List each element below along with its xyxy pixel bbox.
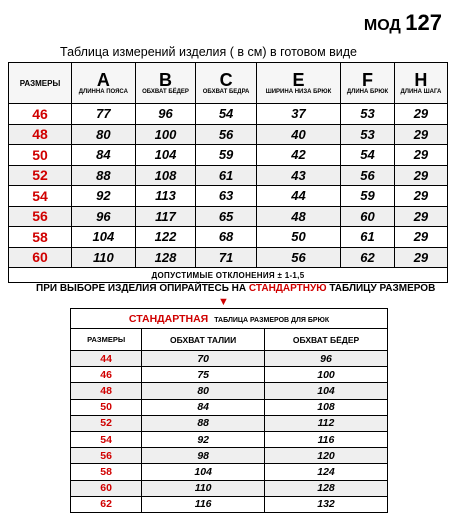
column-header-f [341,63,395,104]
value-cell: 128 [135,247,196,268]
value-cell: 68 [196,227,256,248]
standard-title-row [71,309,388,329]
value-cell: 29 [394,186,447,207]
value-cell: 110 [72,247,136,268]
table-row [71,383,388,399]
value-cell: 117 [135,206,196,227]
size-cell: 56 [71,448,142,464]
value-cell: 124 [265,464,388,480]
size-cell: 48 [71,383,142,399]
column-label: ШИРИНА НИЗА БРЮК [265,88,332,95]
model-prefix: МОД [363,17,401,34]
size-cell: 56 [9,206,72,227]
value-cell: 53 [341,104,395,125]
value-cell: 29 [394,124,447,145]
table-row [9,124,448,145]
value-cell: 59 [341,186,395,207]
column-letter: E [292,69,305,90]
size-cell: 46 [71,367,142,383]
hips-header: ОБХВАТ БЁДЕР [265,329,388,351]
column-header-c [196,63,256,104]
table-row [9,206,448,227]
value-cell: 116 [142,496,265,512]
table-row [9,247,448,268]
value-cell: 96 [265,351,388,367]
notice-highlight: СТАНДАРТНУЮ [248,283,327,294]
value-cell: 40 [256,124,340,145]
value-cell: 71 [196,247,256,268]
size-cell: 58 [71,464,142,480]
standard-size-table [70,308,388,513]
column-label: ОБХВАТ БЕДРА [202,88,250,95]
measurements-body [9,104,448,268]
value-cell: 29 [394,104,447,125]
value-cell: 70 [142,351,265,367]
size-cell: 44 [71,351,142,367]
tolerance-row [9,268,448,283]
value-cell: 44 [256,186,340,207]
value-cell: 37 [256,104,340,125]
standard-title-highlight: СТАНДАРТНАЯ [128,312,209,325]
table-row [71,415,388,431]
arrow-down-icon: ▼ [218,296,229,308]
size-cell: 54 [71,431,142,447]
value-cell: 43 [256,165,340,186]
value-cell: 88 [142,415,265,431]
value-cell: 84 [72,145,136,166]
table-row [71,431,388,447]
column-header-e [256,63,340,104]
table-row [71,399,388,415]
column-letter: F [362,69,374,90]
column-header-h [394,63,447,104]
value-cell: 61 [341,227,395,248]
size-cell: 52 [71,415,142,431]
standard-table-title [71,309,388,329]
tolerance-note: ДОПУСТИМЫЕ ОТКЛОНЕНИЯ ± 1-1,5 [9,268,448,283]
column-label: ОБХВАТ БЁДЕР [142,88,189,95]
standard-table-notice [36,283,435,294]
value-cell: 80 [142,383,265,399]
value-cell: 60 [341,206,395,227]
column-letter: H [414,69,428,90]
waist-header: ОБХВАТ ТАЛИИ [142,329,265,351]
value-cell: 29 [394,145,447,166]
table-row [9,104,448,125]
size-cell: 46 [9,104,72,125]
value-cell: 29 [394,206,447,227]
standard-body [71,351,388,513]
size-cell: 62 [71,496,142,512]
value-cell: 132 [265,496,388,512]
value-cell: 29 [394,165,447,186]
value-cell: 56 [341,165,395,186]
column-header-a [72,63,136,104]
size-cell: 60 [71,480,142,496]
value-cell: 48 [256,206,340,227]
value-cell: 42 [256,145,340,166]
size-cell: 60 [9,247,72,268]
value-cell: 50 [256,227,340,248]
value-cell: 56 [256,247,340,268]
size-cell: 58 [9,227,72,248]
size-cell: 50 [9,145,72,166]
column-letter: C [219,69,233,90]
value-cell: 112 [265,415,388,431]
value-cell: 128 [265,480,388,496]
value-cell: 113 [135,186,196,207]
standard-header-row [71,329,388,351]
value-cell: 84 [142,399,265,415]
value-cell: 56 [196,124,256,145]
value-cell: 96 [135,104,196,125]
measurements-table [8,62,448,283]
table-row [71,496,388,512]
column-letter: A [96,69,110,90]
value-cell: 29 [394,227,447,248]
column-label: ДЛИННА ПОЯСА [78,88,128,95]
table-row [71,367,388,383]
value-cell: 63 [196,186,256,207]
value-cell: 104 [72,227,136,248]
value-cell: 116 [265,431,388,447]
value-cell: 108 [265,399,388,415]
model-number: 127 [405,10,442,35]
size-column-header: РАЗМЕРЫ [9,63,72,104]
model-label [364,10,442,36]
value-cell: 104 [142,464,265,480]
value-cell: 92 [72,186,136,207]
value-cell: 65 [196,206,256,227]
size-cell: 50 [71,399,142,415]
column-label: ДЛИНА ШАГА [400,88,442,95]
table-row [9,227,448,248]
value-cell: 29 [394,247,447,268]
table-title: Таблица измерений изделия ( в см) в готовом виде [60,45,358,59]
size-cell: 48 [9,124,72,145]
standard-size-header: РАЗМЕРЫ [71,329,142,351]
table-row [71,464,388,480]
notice-text-end: ТАБЛИЦУ РАЗМЕРОВ [326,283,436,294]
table-row [9,145,448,166]
value-cell: 53 [341,124,395,145]
value-cell: 80 [72,124,136,145]
value-cell: 75 [142,367,265,383]
value-cell: 88 [72,165,136,186]
size-cell: 54 [9,186,72,207]
notice-text-start: ПРИ ВЫБОРЕ ИЗДЕЛИЯ ОПИРАЙТЕСЬ НА [36,283,249,294]
value-cell: 54 [196,104,256,125]
value-cell: 98 [142,448,265,464]
measurements-header-row [9,63,448,104]
table-row [71,351,388,367]
size-cell: 52 [9,165,72,186]
value-cell: 100 [265,367,388,383]
column-header-b [135,63,196,104]
value-cell: 77 [72,104,136,125]
table-row [71,480,388,496]
value-cell: 96 [72,206,136,227]
value-cell: 100 [135,124,196,145]
value-cell: 104 [265,383,388,399]
column-letter: B [159,69,173,90]
table-row [9,165,448,186]
value-cell: 108 [135,165,196,186]
value-cell: 120 [265,448,388,464]
value-cell: 110 [142,480,265,496]
column-label: ДЛИНА БРЮК [346,88,389,95]
value-cell: 62 [341,247,395,268]
standard-title-rest: ТАБЛИЦА РАЗМЕРОВ ДЛЯ БРЮК [214,316,330,324]
value-cell: 61 [196,165,256,186]
value-cell: 122 [135,227,196,248]
value-cell: 54 [341,145,395,166]
value-cell: 104 [135,145,196,166]
value-cell: 92 [142,431,265,447]
table-row [9,186,448,207]
table-row [71,448,388,464]
value-cell: 59 [196,145,256,166]
